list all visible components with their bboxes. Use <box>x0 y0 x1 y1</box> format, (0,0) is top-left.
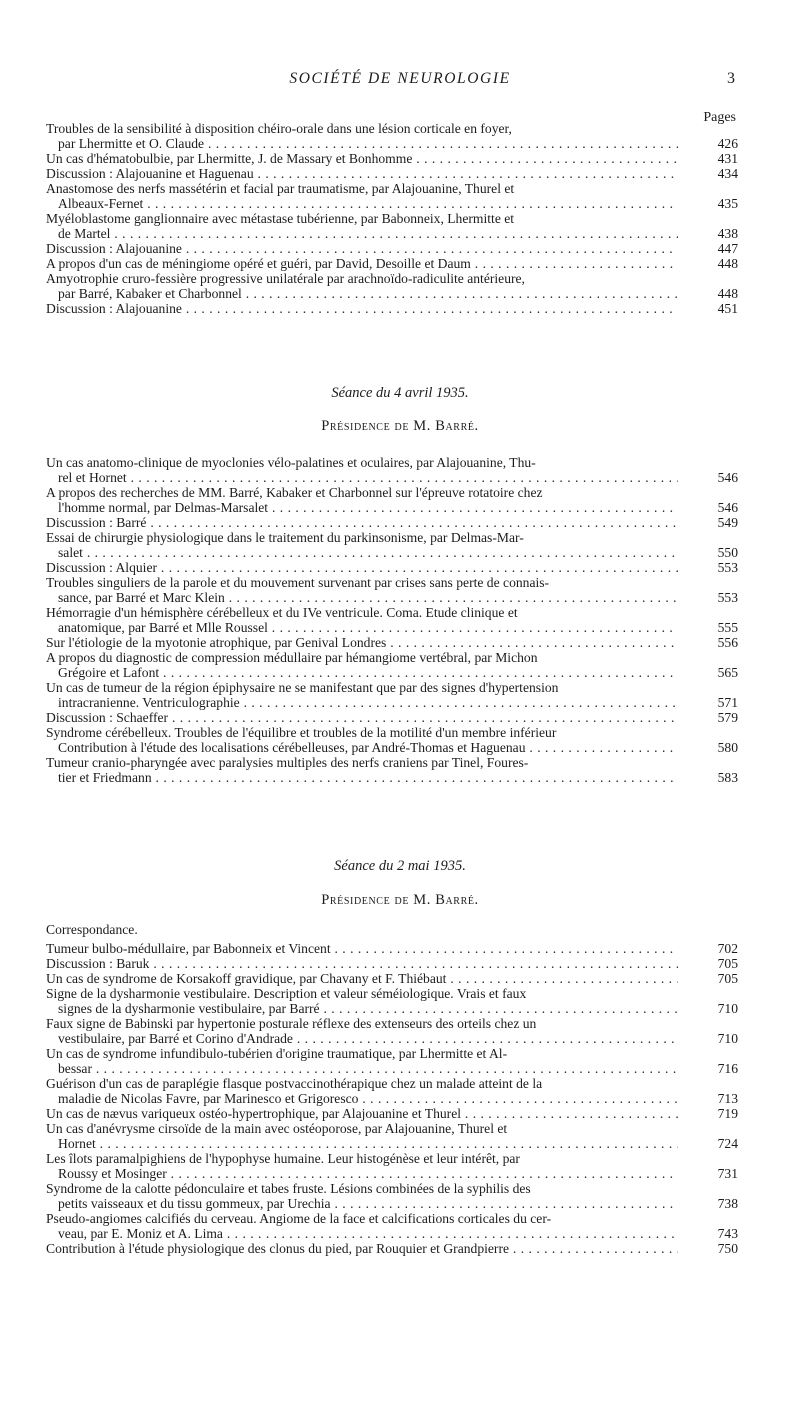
toc-entry-title: vestibulaire, par Barré et Corino d'Andrade <box>58 1031 293 1046</box>
toc-entry-title: Roussy et Mosinger <box>58 1166 167 1181</box>
toc-entry-title: Grégoire et Lafont <box>58 665 160 680</box>
toc-entry-text <box>46 1121 738 1151</box>
toc-entry-title: Contribution à l'étude physiologique des clonus du pied, par Rouquier et Grandpierre <box>46 1241 510 1256</box>
toc-entry-last-line <box>46 665 678 680</box>
toc-entry-title: rel et Hornet <box>58 470 127 485</box>
toc-entry-title: Discussion : Baruk <box>46 956 150 971</box>
toc-entry <box>46 560 738 575</box>
toc-section-2 <box>46 455 738 785</box>
toc-entry-text <box>46 650 738 680</box>
toc-entry-page: 716 <box>694 1061 738 1076</box>
toc-entry-last-line <box>46 1106 678 1121</box>
toc-entry-title: A propos d'un cas de méningiome opéré et guéri, par David, Desoille et Daum <box>46 256 471 271</box>
toc-entry-page: 713 <box>694 1091 738 1106</box>
toc-entry-title: Discussion : Barré <box>46 515 147 530</box>
toc-entry-first-line: Syndrome cérébelleux. Troubles de l'équilibre et troubles de la motilité d'un membre inférieur <box>46 725 557 740</box>
pages-column-label: Pages <box>703 110 736 125</box>
toc-entry <box>46 725 738 755</box>
toc-entry-last-line <box>46 956 678 971</box>
toc-entry-page: 750 <box>694 1241 738 1256</box>
toc-entry-page: 451 <box>694 301 738 316</box>
toc-entry-text <box>46 971 738 986</box>
toc-entry-page: 550 <box>694 545 738 560</box>
toc-entry-text <box>46 956 738 971</box>
toc-entry-title: bessar <box>58 1061 92 1076</box>
toc-entry <box>46 710 738 725</box>
toc-entry-text <box>46 1076 738 1106</box>
toc-entry-text <box>46 1016 738 1046</box>
toc-entry-text <box>46 1211 738 1241</box>
toc-entry-last-line <box>46 1136 678 1151</box>
correspondance-label <box>46 922 738 937</box>
toc-entry-title: Sur l'étiologie de la myotonie atrophique, par Genival Londres <box>46 635 387 650</box>
toc-entry-page: 435 <box>694 196 738 211</box>
toc-entry-title: petits vaisseaux et du tissu gommeux, par Urechia <box>58 1196 331 1211</box>
toc-entry-page: 555 <box>694 620 738 635</box>
toc-entry-title: signes de la dysharmonie vestibulaire, par Barré <box>58 1001 320 1016</box>
toc-entry-text <box>46 241 738 256</box>
toc-entry-first-line: Un cas anatomo-clinique de myoclonies vélo-palatines et oculaires, par Alajouanine, Thu- <box>46 455 536 470</box>
toc-entry-first-line: A propos du diagnostic de compression médullaire par hémangiome vertébral, par Michon <box>46 650 538 665</box>
toc-entry <box>46 680 738 710</box>
correspondance-text: Correspondance. <box>46 922 138 937</box>
toc-entry-title: Hornet <box>58 1136 96 1151</box>
toc-entry <box>46 271 738 301</box>
toc-entry-last-line <box>46 971 678 986</box>
toc-entry-last-line <box>46 635 678 650</box>
toc-entry-last-line <box>46 1001 678 1016</box>
toc-entry-page: 710 <box>694 1001 738 1016</box>
toc-entry-title: Discussion : Alajouanine et Haguenau <box>46 166 254 181</box>
toc-entry-page: 546 <box>694 500 738 515</box>
toc-entry-text <box>46 710 738 725</box>
toc-entry-title: par Lhermitte et O. Claude <box>58 136 205 151</box>
toc-entry-first-line: Les îlots paramalpighiens de l'hypophyse humaine. Leur histogénèse et leur intérêt, par <box>46 1151 520 1166</box>
toc-entry <box>46 1076 738 1106</box>
toc-entry-text <box>46 1151 738 1181</box>
toc-entry-title: maladie de Nicolas Favre, par Marinesco et Grigoresco <box>58 1091 359 1106</box>
toc-entry-title: Un cas d'hématobulbie, par Lhermitte, J. de Massary et Bonhomme <box>46 151 413 166</box>
toc-entry-text <box>46 560 738 575</box>
toc-entry-text <box>46 575 738 605</box>
toc-entry-text <box>46 1181 738 1211</box>
toc-entry-first-line: Hémorragie d'un hémisphère cérébelleux et du IVe ventricule. Coma. Etude clinique et <box>46 605 518 620</box>
toc-section-1 <box>46 121 738 316</box>
toc-entry-title: salet <box>58 545 83 560</box>
toc-entry-text <box>46 1106 738 1121</box>
toc-entry-last-line <box>46 500 678 515</box>
running-head <box>0 70 800 92</box>
toc-entry-page: 738 <box>694 1196 738 1211</box>
toc-section-3 <box>46 941 738 1256</box>
toc-entry-text <box>46 635 738 650</box>
toc-entry-first-line: A propos des recherches de MM. Barré, Kabaker et Charbonnel sur l'épreuve rotatoire chez <box>46 485 543 500</box>
toc-entry-last-line <box>46 196 678 211</box>
toc-entry <box>46 605 738 635</box>
toc-entry-last-line <box>46 1241 678 1256</box>
running-head-title: SOCIÉTÉ DE NEUROLOGIE <box>289 70 511 87</box>
toc-entry-page: 546 <box>694 470 738 485</box>
toc-entry-page: 448 <box>694 256 738 271</box>
toc-entry-page: 426 <box>694 136 738 151</box>
toc-entry-page: 705 <box>694 956 738 971</box>
toc-entry-text <box>46 605 738 635</box>
toc-entry-page: 571 <box>694 695 738 710</box>
toc-entry-last-line <box>46 545 678 560</box>
toc-entry-first-line: Anastomose des nerfs massétérin et facial par traumatisme, par Alajouanine, Thurel et <box>46 181 515 196</box>
seance-heading-may: Séance du 2 mai 1935. <box>334 858 466 874</box>
toc-entry <box>46 121 738 151</box>
toc-entry-text <box>46 301 738 316</box>
toc-entry-title: Un cas de nævus variqueux ostéo-hypertrophique, par Alajouanine et Thurel <box>46 1106 462 1121</box>
toc-entry-title: veau, par E. Moniz et A. Lima <box>58 1226 223 1241</box>
toc-entry-page: 438 <box>694 226 738 241</box>
toc-entry-title: Discussion : Alquier <box>46 560 158 575</box>
toc-entry <box>46 575 738 605</box>
toc-entry-last-line <box>46 560 678 575</box>
toc-entry-page: 579 <box>694 710 738 725</box>
toc-entry-last-line <box>46 256 678 271</box>
toc-entry-first-line: Essai de chirurgie physiologique dans le traitement du parkinsonisme, par Delmas-Mar- <box>46 530 524 545</box>
toc-entry-first-line: Tumeur cranio-pharyngée avec paralysies multiples des nerfs craniens par Tinel, Foures- <box>46 755 529 770</box>
toc-entry <box>46 971 738 986</box>
seance-heading-april: Séance du 4 avril 1935. <box>331 385 469 401</box>
toc-entry-last-line <box>46 1061 678 1076</box>
toc-entry <box>46 1121 738 1151</box>
toc-entry-title: de Martel <box>58 226 111 241</box>
toc-entry-last-line <box>46 470 678 485</box>
page-number: 3 <box>727 70 735 87</box>
toc-entry <box>46 1016 738 1046</box>
toc-entry-last-line <box>46 740 678 755</box>
toc-entry <box>46 256 738 271</box>
toc-entry <box>46 301 738 316</box>
toc-entry <box>46 166 738 181</box>
toc-entry-text <box>46 755 738 785</box>
toc-entry <box>46 755 738 785</box>
toc-entry-last-line <box>46 286 678 301</box>
toc-entry-title: par Barré, Kabaker et Charbonnel <box>58 286 242 301</box>
toc-entry-first-line: Un cas de tumeur de la région épiphysaire ne se manifestant que par des signes d'hypertension <box>46 680 559 695</box>
toc-entry-title: Discussion : Alajouanine <box>46 301 182 316</box>
toc-entry-last-line <box>46 1166 678 1181</box>
toc-entry-title: anatomique, par Barré et Mlle Roussel <box>58 620 268 635</box>
toc-entry-text <box>46 271 738 301</box>
toc-entry-last-line <box>46 1091 678 1106</box>
toc-entry-last-line <box>46 770 678 785</box>
toc-entry-last-line <box>46 226 678 241</box>
toc-entry-last-line <box>46 151 678 166</box>
toc-entry-text <box>46 1046 738 1076</box>
toc-entry-text <box>46 455 738 485</box>
toc-entry-page: 719 <box>694 1106 738 1121</box>
toc-entry-title: Discussion : Alajouanine <box>46 241 182 256</box>
toc-entry <box>46 635 738 650</box>
toc-entry-first-line: Guérison d'un cas de paraplégie flasque postvaccinothérapique chez un malade atteint de la <box>46 1076 543 1091</box>
toc-entry-first-line: Syndrome de la calotte pédonculaire et tabes fruste. Lésions combinées de la syphilis des <box>46 1181 531 1196</box>
toc-entry <box>46 530 738 560</box>
toc-entry <box>46 986 738 1016</box>
toc-entry-title: Contribution à l'étude des localisations cérébelleuses, par André-Thomas et Haguenau <box>58 740 526 755</box>
toc-entry-title: Discussion : Schaeffer <box>46 710 169 725</box>
toc-entry-last-line <box>46 136 678 151</box>
toc-entry-last-line <box>46 590 678 605</box>
toc-entry-page: 731 <box>694 1166 738 1181</box>
toc-entry <box>46 455 738 485</box>
toc-entry <box>46 956 738 971</box>
toc-entry-title: Albeaux-Fernet <box>58 196 144 211</box>
toc-entry-text <box>46 1241 738 1256</box>
toc-entry-last-line <box>46 695 678 710</box>
toc-entry-last-line <box>46 941 678 956</box>
toc-entry-first-line: Un cas d'anévrysme cirsoïde de la main avec ostéoporose, par Alajouanine, Thurel et <box>46 1121 508 1136</box>
toc-entry-last-line <box>46 1226 678 1241</box>
toc-entry-text <box>46 151 738 166</box>
toc-entry-page: 724 <box>694 1136 738 1151</box>
toc-entry-first-line: Troubles de la sensibilité à disposition chéiro-orale dans une lésion corticale en foyer, <box>46 121 512 136</box>
toc-entry-last-line <box>46 166 678 181</box>
toc-entry <box>46 1181 738 1211</box>
toc-entry-text <box>46 680 738 710</box>
toc-entry-page: 702 <box>694 941 738 956</box>
toc-entry-last-line <box>46 710 678 725</box>
toc-entry-title: tier et Friedmann <box>58 770 152 785</box>
toc-entry-last-line <box>46 1196 678 1211</box>
toc-entry-last-line <box>46 620 678 635</box>
toc-entry <box>46 211 738 241</box>
toc-entry <box>46 1106 738 1121</box>
toc-entry-text <box>46 485 738 515</box>
toc-entry-first-line: Un cas de syndrome infundibulo-tubérien d'origine traumatique, par Lhermitte et Al- <box>46 1046 508 1061</box>
presidence-heading-may: Présidence de M. Barré. <box>321 892 479 908</box>
toc-entry <box>46 241 738 256</box>
toc-entry-text <box>46 121 738 151</box>
toc-entry-first-line: Troubles singuliers de la parole et du mouvement survenant par crises sans perte de connais- <box>46 575 550 590</box>
toc-entry-text <box>46 986 738 1016</box>
toc-entry-last-line <box>46 1031 678 1046</box>
toc-entry-page: 580 <box>694 740 738 755</box>
toc-entry-text <box>46 166 738 181</box>
toc-entry <box>46 1046 738 1076</box>
toc-entry-text <box>46 181 738 211</box>
toc-entry-page: 553 <box>694 590 738 605</box>
toc-entry <box>46 1211 738 1241</box>
toc-entry-page: 553 <box>694 560 738 575</box>
toc-entry <box>46 485 738 515</box>
toc-entry <box>46 1151 738 1181</box>
toc-entry <box>46 941 738 956</box>
toc-entry-last-line <box>46 301 678 316</box>
presidence-heading-april: Présidence de M. Barré. <box>321 418 479 434</box>
toc-entry-text <box>46 530 738 560</box>
toc-entry-first-line: Myéloblastome ganglionnaire avec métastase tubérienne, par Babonneix, Lhermitte et <box>46 211 515 226</box>
toc-entry-page: 556 <box>694 635 738 650</box>
toc-entry-text <box>46 211 738 241</box>
toc-entry-first-line: Pseudo-angiomes calcifiés du cerveau. Angiome de la face et calcifications corticales du cer- <box>46 1211 552 1226</box>
toc-entry-title: Tumeur bulbo-médullaire, par Babonneix et Vincent <box>46 941 331 956</box>
toc-entry-page: 447 <box>694 241 738 256</box>
toc-entry <box>46 181 738 211</box>
toc-entry-page: 431 <box>694 151 738 166</box>
toc-entry <box>46 515 738 530</box>
toc-entry-page: 743 <box>694 1226 738 1241</box>
toc-entry-page: 583 <box>694 770 738 785</box>
toc-entry-last-line <box>46 515 678 530</box>
toc-entry-page: 434 <box>694 166 738 181</box>
toc-entry <box>46 151 738 166</box>
toc-entry-last-line <box>46 241 678 256</box>
toc-entry-text <box>46 256 738 271</box>
toc-entry-title: Un cas de syndrome de Korsakoff gravidique, par Chavany et F. Thiébaut <box>46 971 447 986</box>
toc-entry-page: 710 <box>694 1031 738 1046</box>
toc-entry-title: intracranienne. Ventriculographie <box>58 695 240 710</box>
toc-entry-page: 448 <box>694 286 738 301</box>
toc-entry-page: 705 <box>694 971 738 986</box>
toc-entry-text <box>46 515 738 530</box>
toc-entry-first-line: Signe de la dysharmonie vestibulaire. Description et valeur séméiologique. Vrais et faux <box>46 986 527 1001</box>
toc-entry-first-line: Amyotrophie cruro-fessière progressive unilatérale par arachnoïdo-radiculite antérieure, <box>46 271 525 286</box>
toc-entry-text <box>46 725 738 755</box>
toc-entry <box>46 1241 738 1256</box>
toc-entry-title: sance, par Barré et Marc Klein <box>58 590 225 605</box>
toc-entry-text <box>46 941 738 956</box>
toc-entry-page: 549 <box>694 515 738 530</box>
toc-entry-title: l'homme normal, par Delmas-Marsalet <box>58 500 269 515</box>
toc-entry <box>46 650 738 680</box>
toc-entry-page: 565 <box>694 665 738 680</box>
toc-entry-first-line: Faux signe de Babinski par hypertonie posturale réflexe des extenseurs des orteils chez un <box>46 1016 537 1031</box>
